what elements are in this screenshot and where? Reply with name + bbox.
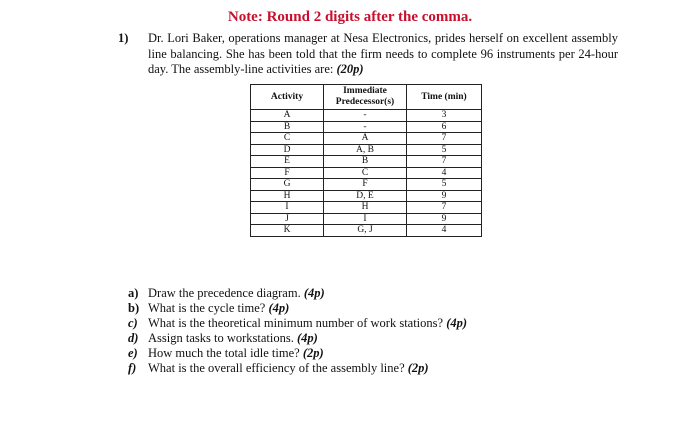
question-body: Dr. Lori Baker, operations manager at Nesa Electronics, prides herself on excellent assembly line balancing. She has been told that the firm needs to complete 96 instruments per 24-hour day. The assembly-line activities are: xyxy=(148,31,618,76)
header-time: Time (min) xyxy=(407,85,482,110)
subquestion-content xyxy=(148,361,429,376)
subquestion-text: Draw the precedence diagram. xyxy=(148,286,304,300)
cell-activity: K xyxy=(251,225,324,237)
subquestion-points: (4p) xyxy=(268,301,290,315)
subquestion-letter: c) xyxy=(128,316,138,330)
subquestion-list xyxy=(128,286,467,376)
cell-predecessors: F xyxy=(324,179,407,191)
table-row xyxy=(251,156,482,168)
cell-time: 7 xyxy=(407,156,482,168)
table-row xyxy=(251,167,482,179)
cell-activity: H xyxy=(251,190,324,202)
cell-activity: F xyxy=(251,167,324,179)
activity-table xyxy=(250,84,482,237)
header-activity: Activity xyxy=(251,85,324,110)
table-row xyxy=(251,133,482,145)
table-row xyxy=(251,110,482,122)
cell-activity: A xyxy=(251,110,324,122)
subquestion-text: What is the overall efficiency of the assembly line? xyxy=(148,361,408,375)
cell-activity: J xyxy=(251,213,324,225)
subquestion xyxy=(128,301,467,316)
cell-time: 7 xyxy=(407,133,482,145)
table-row xyxy=(251,179,482,191)
subquestion-points: (4p) xyxy=(296,331,318,345)
cell-predecessors: B xyxy=(324,156,407,168)
subquestion-content xyxy=(148,301,289,316)
cell-time: 4 xyxy=(407,225,482,237)
cell-activity: G xyxy=(251,179,324,191)
note-heading: Note: Round 2 digits after the comma. xyxy=(227,9,473,25)
question-text xyxy=(148,31,618,78)
subquestion-points: (4p) xyxy=(446,316,468,330)
subquestion-letter: b) xyxy=(128,301,140,315)
table-header-row xyxy=(251,85,482,110)
cell-time: 7 xyxy=(407,202,482,214)
header-predecessors: Immediate Predecessor(s) xyxy=(324,85,407,110)
subquestion-text: What is the theoretical minimum number of work stations? xyxy=(148,316,447,330)
cell-time: 5 xyxy=(407,144,482,156)
table-row xyxy=(251,225,482,237)
subquestion-content xyxy=(148,316,467,331)
subquestion-points: (2p) xyxy=(407,361,429,375)
subquestion-content xyxy=(148,286,325,301)
cell-activity: D xyxy=(251,144,324,156)
cell-predecessors: D, E xyxy=(324,190,407,202)
subquestion-letter: d) xyxy=(128,331,139,345)
cell-predecessors: A, B xyxy=(324,144,407,156)
subquestion xyxy=(128,286,467,301)
cell-predecessors: A xyxy=(324,133,407,145)
cell-activity: I xyxy=(251,202,324,214)
cell-time: 6 xyxy=(407,121,482,133)
cell-predecessors: C xyxy=(324,167,407,179)
cell-predecessors: G, J xyxy=(324,225,407,237)
question-points: (20p) xyxy=(336,62,364,76)
table-row xyxy=(251,144,482,156)
subquestion-content xyxy=(148,331,318,346)
subquestion-letter: e) xyxy=(128,346,138,360)
cell-activity: B xyxy=(251,121,324,133)
cell-time: 5 xyxy=(407,179,482,191)
cell-activity: C xyxy=(251,133,324,145)
cell-predecessors: I xyxy=(324,213,407,225)
subquestion-letter: a) xyxy=(128,286,139,300)
subquestion-letter: f) xyxy=(128,361,137,375)
cell-predecessors: - xyxy=(324,110,407,122)
table-row xyxy=(251,202,482,214)
cell-time: 9 xyxy=(407,190,482,202)
cell-time: 4 xyxy=(407,167,482,179)
cell-activity: E xyxy=(251,156,324,168)
subquestion-points: (4p) xyxy=(303,286,325,300)
table-row xyxy=(251,190,482,202)
table-body xyxy=(251,110,482,237)
subquestion-points: (2p) xyxy=(302,346,324,360)
cell-time: 9 xyxy=(407,213,482,225)
subquestion xyxy=(128,331,467,346)
subquestion-content xyxy=(148,346,324,361)
table-row xyxy=(251,121,482,133)
cell-predecessors: H xyxy=(324,202,407,214)
subquestion-text: Assign tasks to workstations. xyxy=(148,331,297,345)
question-number: 1) xyxy=(118,31,129,45)
cell-predecessors: - xyxy=(324,121,407,133)
subquestion xyxy=(128,346,467,361)
table-row xyxy=(251,213,482,225)
subquestion xyxy=(128,316,467,331)
subquestion-text: What is the cycle time? xyxy=(148,301,269,315)
subquestion xyxy=(128,361,467,376)
cell-time: 3 xyxy=(407,110,482,122)
subquestion-text: How much the total idle time? xyxy=(148,346,303,360)
